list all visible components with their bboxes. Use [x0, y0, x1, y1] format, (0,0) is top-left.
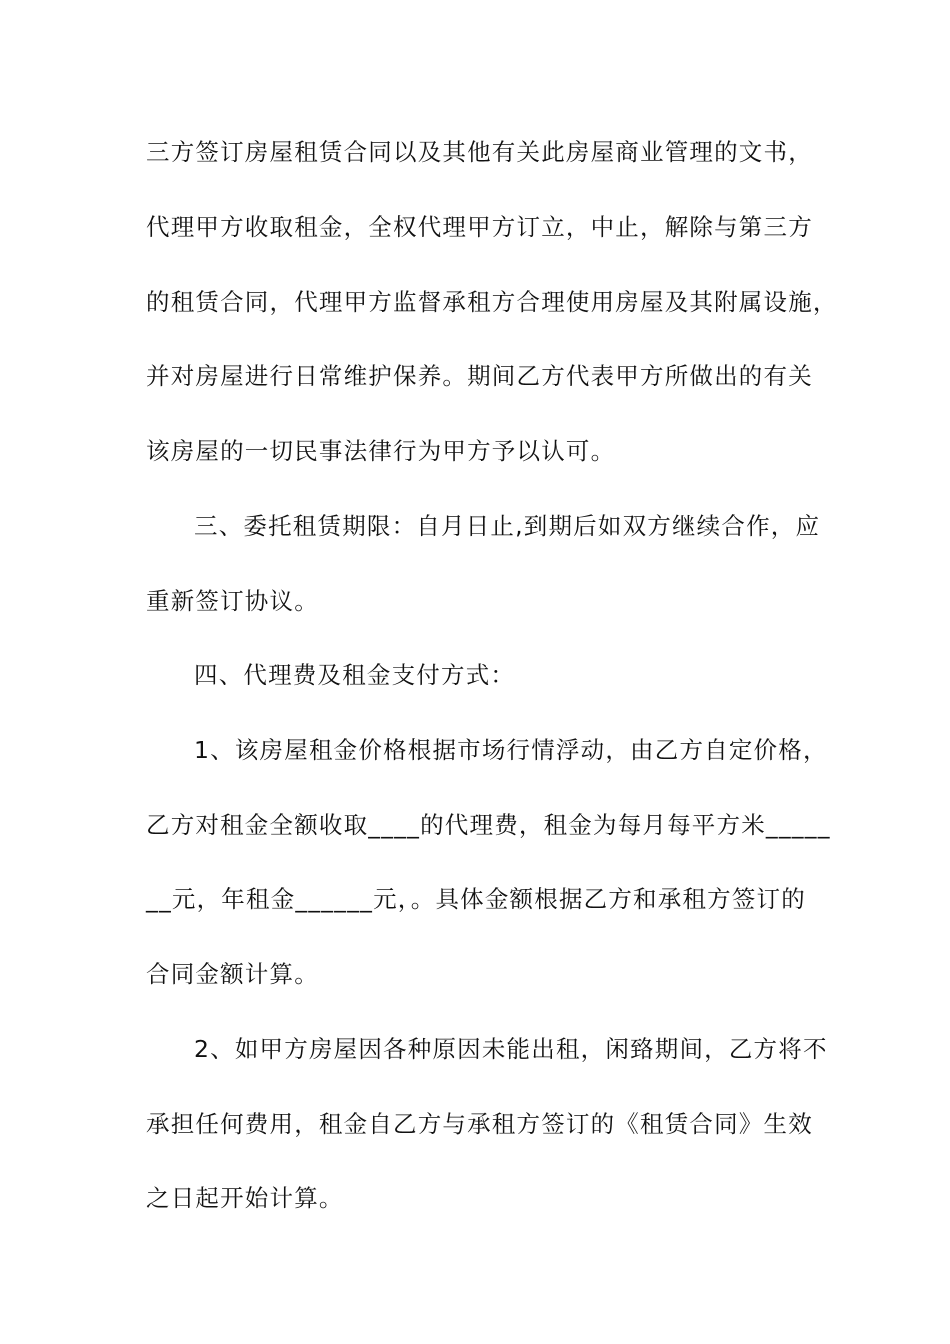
text-line: 重新签订协议。: [146, 587, 319, 615]
clause-2: 2、如甲方房屋因各种原因未能出租，闲臵期间，乙方将不: [194, 1035, 828, 1063]
text-line: __元，年租金______元，。具体金额根据乙方和承租方签订的: [146, 885, 806, 913]
text-line: 的租赁合同，代理甲方监督承租方合理使用房屋及其附属设施，: [146, 288, 838, 316]
text-line: 合同金额计算。: [146, 960, 319, 988]
section-heading-payment: 四、代理费及租金支付方式：: [194, 661, 516, 689]
text-line: 代理甲方收取租金，全权代理甲方订立，中止，解除与第三方: [146, 213, 813, 241]
section-heading-term: 三、委托租赁期限：自月日止,到期后如双方继续合作，应: [194, 512, 821, 540]
text-line: 并对房屋进行日常维护保养。期间乙方代表甲方所做出的有关: [146, 362, 813, 390]
text-line: 之日起开始计算。: [146, 1184, 344, 1212]
text-line: 乙方对租金全额收取____的代理费，租金为每月每平方米_____: [146, 811, 831, 839]
text-line: 该房屋的一切民事法律行为甲方予以认可。: [146, 437, 616, 465]
text-line: 三方签订房屋租赁合同以及其他有关此房屋商业管理的文书，: [146, 138, 813, 166]
clause-1: 1、该房屋租金价格根据市场行情浮动，由乙方自定价格，: [194, 736, 828, 764]
text-line: 承担任何费用，租金自乙方与承租方签订的《租赁合同》生效: [146, 1110, 813, 1138]
